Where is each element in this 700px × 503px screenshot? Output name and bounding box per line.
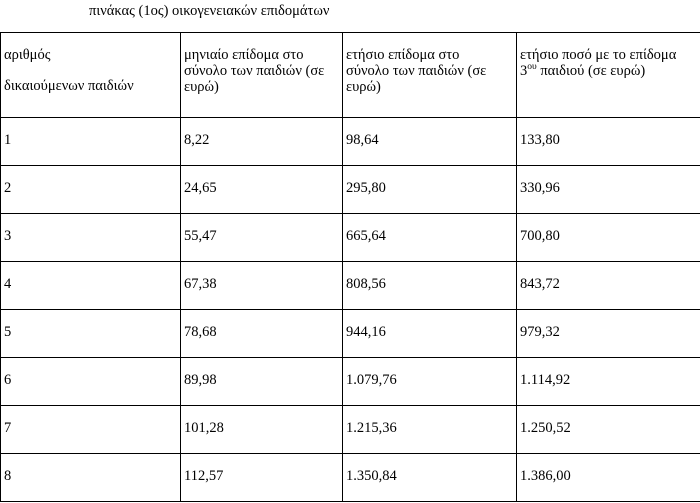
- header-yearly-with-third-child: [517, 33, 700, 118]
- cell-yearly-with-third: 843,72: [517, 262, 700, 310]
- header-yearly-third-line2: [520, 63, 700, 79]
- header-monthly-line2: σύνολο των παιδιών (σε: [184, 63, 325, 79]
- family-allowance-table: [0, 32, 700, 502]
- cell-yearly-total: 1.350,84: [343, 454, 517, 502]
- cell-yearly-with-third: 1.114,92: [517, 358, 700, 406]
- cell-yearly-total: 944,16: [343, 310, 517, 358]
- third-child-number: 3: [520, 63, 528, 79]
- cell-yearly-total: 808,56: [343, 262, 517, 310]
- cell-yearly-total: 665,64: [343, 214, 517, 262]
- header-children-count: [1, 33, 181, 118]
- cell-children-count: 4: [1, 262, 181, 310]
- table-row: [1, 262, 700, 310]
- cell-children-count: 1: [1, 118, 181, 166]
- cell-children-count: 2: [1, 166, 181, 214]
- cell-monthly-total: 101,28: [181, 406, 343, 454]
- cell-children-count: 5: [1, 310, 181, 358]
- third-child-rest: παιδιού (σε ευρώ): [536, 63, 646, 79]
- header-row: [1, 33, 700, 118]
- table-row: [1, 454, 700, 502]
- cell-monthly-total: 24,65: [181, 166, 343, 214]
- cell-yearly-total: 295,80: [343, 166, 517, 214]
- cell-children-count: 3: [1, 214, 181, 262]
- header-children-count-line2: δικαιούμενων παιδιών: [4, 78, 134, 94]
- cell-yearly-with-third: 133,80: [517, 118, 700, 166]
- cell-yearly-with-third: 979,32: [517, 310, 700, 358]
- table-title: πινάκας (1ος) οικογενειακών επιδομάτων: [89, 3, 330, 19]
- cell-monthly-total: 78,68: [181, 310, 343, 358]
- header-children-count-line1: αριθμός: [4, 47, 51, 63]
- table-row: [1, 406, 700, 454]
- header-yearly-total: [343, 33, 517, 118]
- header-yearly-line2: σύνολο των παιδιών (σε: [346, 63, 487, 79]
- header-monthly-line1: μηνιαίο επίδομα στο: [184, 47, 304, 63]
- header-yearly-line3: ευρώ): [346, 79, 381, 95]
- cell-yearly-total: 1.079,76: [343, 358, 517, 406]
- header-yearly-line1: ετήσιο επίδομα στο: [346, 47, 460, 63]
- cell-monthly-total: 89,98: [181, 358, 343, 406]
- cell-monthly-total: 55,47: [181, 214, 343, 262]
- table-row: [1, 310, 700, 358]
- cell-monthly-total: 67,38: [181, 262, 343, 310]
- header-monthly-line3: ευρώ): [184, 79, 219, 95]
- cell-yearly-total: 98,64: [343, 118, 517, 166]
- cell-children-count: 7: [1, 406, 181, 454]
- table-row: [1, 166, 700, 214]
- header-monthly-total: [181, 33, 343, 118]
- cell-yearly-with-third: 330,96: [517, 166, 700, 214]
- cell-children-count: 6: [1, 358, 181, 406]
- cell-yearly-with-third: 700,80: [517, 214, 700, 262]
- table-row: [1, 118, 700, 166]
- cell-yearly-with-third: 1.250,52: [517, 406, 700, 454]
- cell-yearly-with-third: 1.386,00: [517, 454, 700, 502]
- header-yearly-third-line1: ετήσιο ποσό με το επίδομα: [520, 47, 677, 63]
- cell-children-count: 8: [1, 454, 181, 502]
- cell-monthly-total: 112,57: [181, 454, 343, 502]
- cell-yearly-total: 1.215,36: [343, 406, 517, 454]
- table-row: [1, 358, 700, 406]
- cell-monthly-total: 8,22: [181, 118, 343, 166]
- ordinal-superscript: ου: [527, 62, 537, 73]
- table-row: [1, 214, 700, 262]
